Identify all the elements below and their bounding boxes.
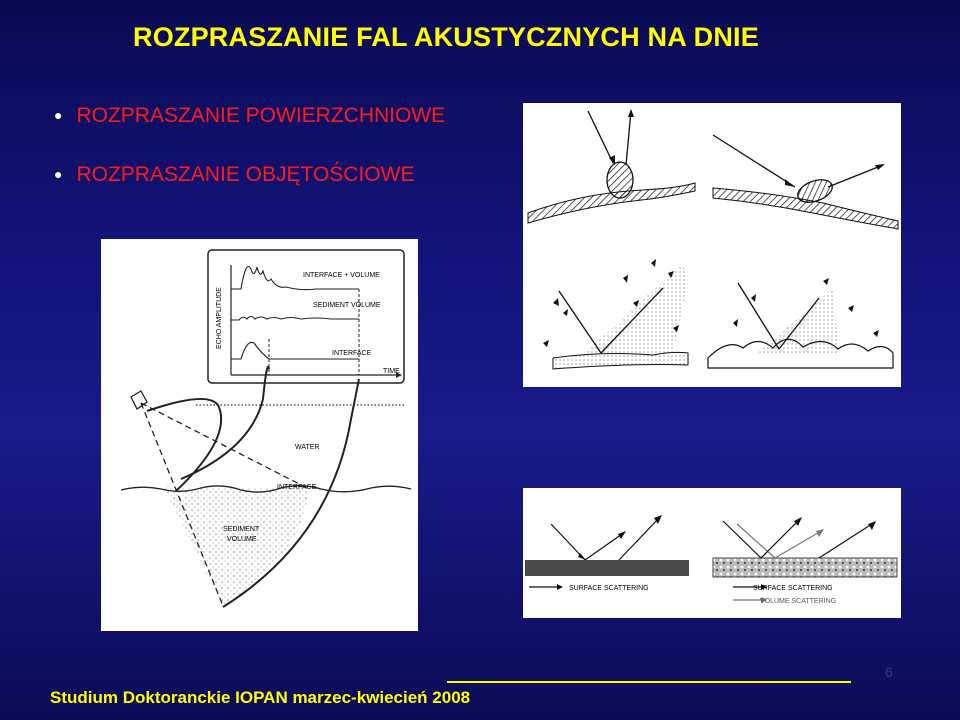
bullet-dot-icon: ● (54, 107, 63, 123)
bullet-surface-scattering (54, 104, 445, 128)
trace-sediment-volume (231, 317, 359, 321)
figure-echo-sediment (101, 239, 418, 631)
trace-label-interface: INTERFACE (332, 350, 372, 357)
legend-surface-right: SURFACE SCATTERING (753, 585, 833, 592)
figure-surface-vs-volume (523, 488, 901, 618)
trace-label-interface-volume: INTERFACE + VOLUME (303, 272, 380, 279)
page-number: 6 (885, 664, 893, 680)
sketch-fine-sediment (543, 259, 688, 369)
scattering-sketch-diagram (523, 103, 901, 387)
rough-seafloor (713, 558, 897, 577)
footer-text: Studium Doktoranckie IOPAN marzec-kwiecień 2008 (50, 688, 471, 707)
sediment-label-line2: VOLUME (227, 536, 257, 543)
sketch-coarse-sediment (708, 278, 893, 368)
trace-label-sediment-volume: SEDIMENT VOLUME (313, 302, 381, 309)
sediment-volume-wedge (163, 486, 309, 606)
echo-inset-frame (208, 250, 404, 383)
smooth-seafloor (525, 560, 689, 576)
water-label: WATER (295, 444, 320, 451)
bullet-volume-scattering (54, 163, 414, 187)
interface-layer-label: INTERFACE (277, 484, 317, 491)
sediment-label-line1: SEDIMENT (223, 526, 260, 533)
bullet-text: ROZPRASZANIE OBJĘTOŚCIOWE (76, 163, 415, 186)
echo-axis-label: ECHO AMPLITUDE (216, 287, 223, 349)
footer-divider (447, 681, 851, 683)
surface-volume-diagram (523, 488, 901, 618)
legend-volume: VOLUME SCATTERING (760, 598, 837, 605)
echo-sediment-diagram (101, 239, 418, 631)
legend-surface-left: SURFACE SCATTERING (569, 585, 649, 592)
sketch-normal-incidence (528, 109, 695, 223)
transducer-icon (131, 391, 147, 409)
sketch-oblique-incidence (713, 135, 898, 229)
bullet-text: ROZPRASZANIE POWIERZCHNIOWE (76, 104, 446, 127)
bullet-dot-icon: ● (54, 166, 63, 182)
slide-title: ROZPRASZANIE FAL AKUSTYCZNYCH NA DNIE (133, 22, 759, 52)
figure-surface-volume-sketches (523, 103, 901, 387)
time-axis-label: TIME (383, 368, 400, 375)
